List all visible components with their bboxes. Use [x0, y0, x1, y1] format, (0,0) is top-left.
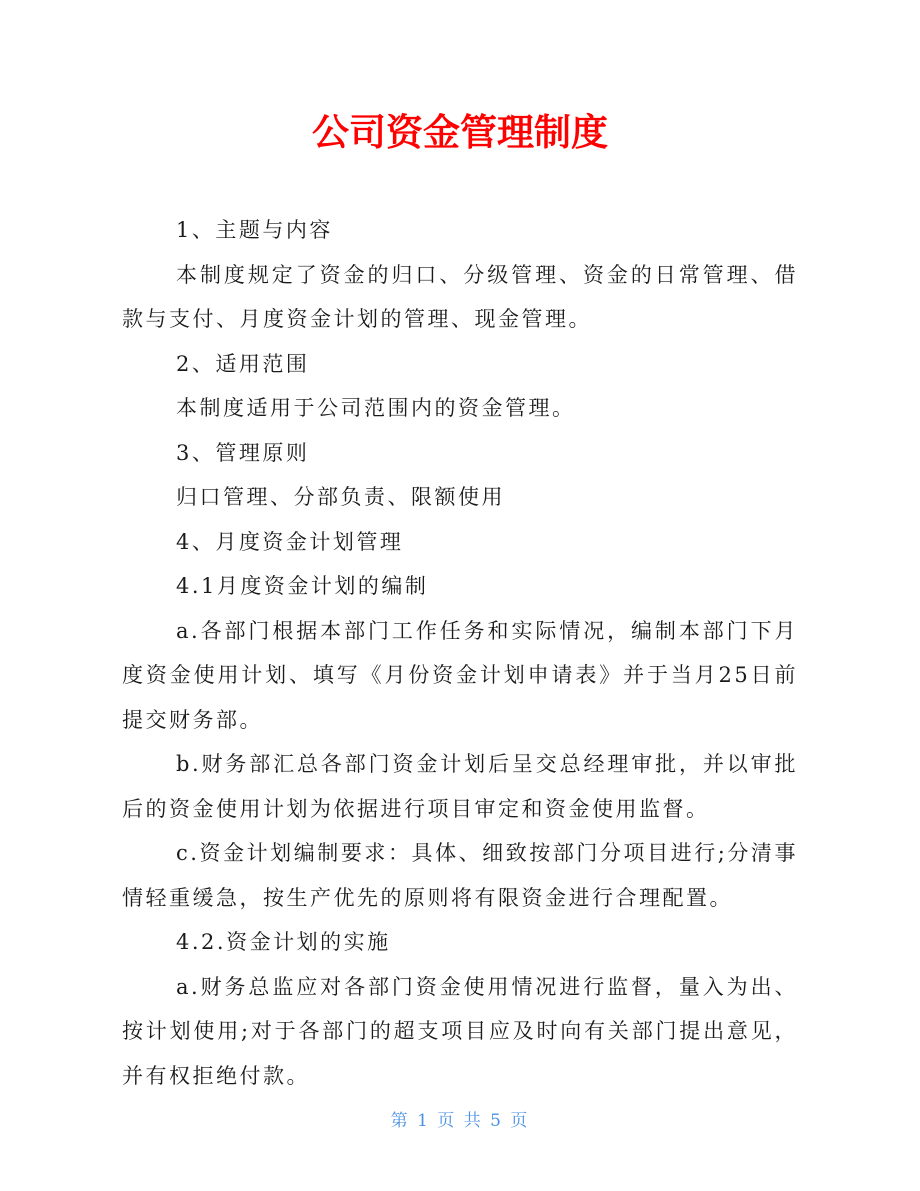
document-body: [122, 208, 798, 1098]
paragraph: 2、适用范围: [176, 351, 310, 376]
paragraph: 4、月度资金计划管理: [176, 529, 404, 554]
document-title: 公司资金管理制度: [312, 112, 608, 153]
paragraph: b.财务部汇总各部门资金计划后呈交总经理审批，并以审批后的资金使用计划为依据进行项目审定和资金使用监督。: [122, 752, 798, 821]
page-number-text: 第 1 页 共 5 页: [390, 1111, 530, 1131]
paragraph: 本制度适用于公司范围内的资金管理。: [176, 396, 576, 420]
paragraph: 1、主题与内容: [176, 218, 333, 242]
paragraph: 4.1月度资金计划的编制: [176, 574, 429, 598]
paragraph: 归口管理、分部负责、限额使用: [176, 485, 505, 509]
paragraph: 本制度规定了资金的归口、分级管理、资金的日常管理、借款与支付、月度资金计划的管理、现金管理。: [122, 262, 798, 331]
paragraph: 4.2.资金计划的实施: [176, 930, 391, 954]
paragraph: a.财务总监应对各部门资金使用情况进行监督，量入为出、按计划使用;对于各部门的超支项目应及时向有关部门提出意见，并有权拒绝付款。: [122, 974, 798, 1088]
page-footer: [0, 1106, 920, 1131]
paragraph: 3、管理原则: [176, 440, 310, 465]
paragraph: c.资金计划编制要求：具体、细致按部门分项目进行;分清事情轻重缓急，按生产优先的原则将有限资金进行合理配置。: [122, 841, 798, 910]
paragraph: a.各部门根据本部门工作任务和实际情况，编制本部门下月度资金使用计划、填写《月份资金计划申请表》并于当月25日前提交财务部。: [122, 618, 798, 732]
